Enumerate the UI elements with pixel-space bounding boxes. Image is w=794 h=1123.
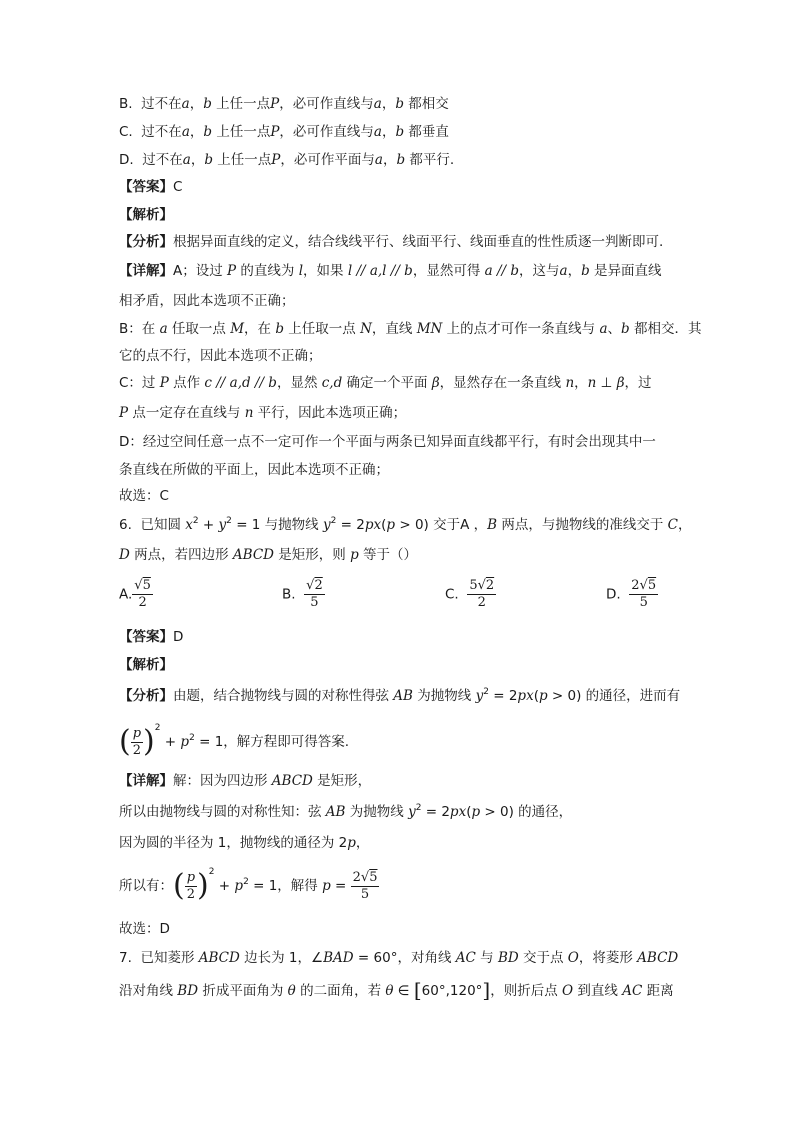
detail-5-b2: 它的点不行，因此本选项不正确； — [119, 348, 322, 364]
detail-6-line3: 因为圆的半径为 1，抛物线的通径为 2p， — [119, 835, 370, 851]
analysis-5: 【分析】根据异面直线的定义，结合线线平行、线面平行、线面垂直的性性质逐一判断即可. — [119, 234, 664, 250]
choice-b[interactable]: B. $\frac{√2}{5}$ — [282, 578, 323, 610]
choice-b-fraction: $\frac{√2}{5}$ — [306, 578, 323, 610]
detail-5-d1: D：经过空间任意一点不一定可作一个平面与两条已知异面直线都平行，有时会出现其中一 — [119, 434, 656, 450]
question-6-line2: D 两点，若四边形 ABCD 是矩形，则 p 等于（） — [119, 547, 418, 563]
detail-5-a2: 相矛盾，因此本选项不正确； — [119, 293, 295, 309]
analysis-6-line1: 【分析】由题，结合抛物线与圆的对称性得弦 AB 为抛物线 $y^2 = 2px(p > 0)$ 的通径，进而有 — [119, 687, 681, 704]
detail-6-line2: 所以由抛物线与圆的对称性知：弦 AB 为抛物线 $y^2 = 2px(p > 0)$ 的通径， — [119, 803, 573, 820]
question-7-line2: 沿对角线 BD 折成平面角为 θ 的二面角，若 θ ∈ [60°,120°]，则折后点 O 到直线 AC 距离 — [119, 978, 674, 1002]
choice-c-fraction: $\frac{5√2}{2}$ — [469, 578, 495, 610]
choice-d[interactable]: D. $\frac{2√5}{5}$ — [606, 578, 657, 610]
analysis-heading-5: 【解析】 — [119, 207, 173, 223]
choice-a-fraction: $\frac{√5}{2}$ — [134, 578, 151, 610]
detail-5-b1: B：在 a 任取一点 M，在 b 上任取一点 N，直线 MN 上的点才可作一条直线与 a、b 都相交．其 — [119, 321, 702, 337]
option-c-text: C. 过不在a，b 上任一点P，必可作直线与a，b 都垂直 — [119, 124, 449, 140]
answer-label: 【答案】 — [119, 179, 173, 195]
conclusion-6: 故选：D — [119, 921, 170, 937]
question-7-line1: 7. 已知菱形 ABCD 边长为 1，∠BAD = 60°，对角线 AC 与 BD 交于点 O，将菱形 ABCD — [119, 950, 679, 966]
option-d-text: D. 过不在a，b 上任一点P，必可作平面与a，b 都平行. — [119, 152, 455, 168]
analysis-heading-6: 【解析】 — [119, 657, 173, 673]
detail-6-line1: 【详解】解：因为四边形 ABCD 是矩形， — [119, 773, 372, 789]
answer-6: 【答案】D — [119, 629, 184, 645]
conclusion-5: 故选：C — [119, 488, 169, 504]
choice-a[interactable]: A. $\frac{√5}{2}$ — [119, 578, 151, 610]
detail-6-line4: 所以有：( $\frac{p}{2}$ )$^2 + p^2 = 1$，解得 p = $\frac{2√5}{5}$ — [119, 867, 378, 903]
detail-5-c1: C：过 P 点作 c // a,d // b，显然 c,d 确定一个平面 β，显然存在一条直线 n，n ⊥ β，过 — [119, 375, 652, 391]
answer-5: 【答案】C — [119, 179, 183, 195]
option-b-text: B. 过不在a，b 上任一点P，必可作直线与a，b 都相交 — [119, 96, 449, 112]
choice-d-fraction: $\frac{2√5}{5}$ — [631, 578, 657, 610]
detail-5-c2: P 点一定存在直线与 n 平行，因此本选项正确； — [119, 405, 407, 421]
detail-5-a1: 【详解】A；设过 P 的直线为 l，如果 l // a,l // b，显然可得 a // b，这与a，b 是异面直线 — [119, 263, 662, 279]
choice-c[interactable]: C. $\frac{5√2}{2}$ — [445, 578, 495, 610]
question-6-line1: 6. 已知圆 $x^2 + y^2 = 1$ 与抛物线 $y^2 = 2px(p > 0)$ 交于A ，B 两点，与抛物线的准线交于 C， — [119, 516, 692, 533]
analysis-6-line2: ( $\frac{p}{2}$ )$^2 + p^2 = 1$，解方程即可得答案. — [119, 723, 350, 759]
detail-5-d2: 条直线在所做的平面上，因此本选项不正确； — [119, 462, 389, 478]
